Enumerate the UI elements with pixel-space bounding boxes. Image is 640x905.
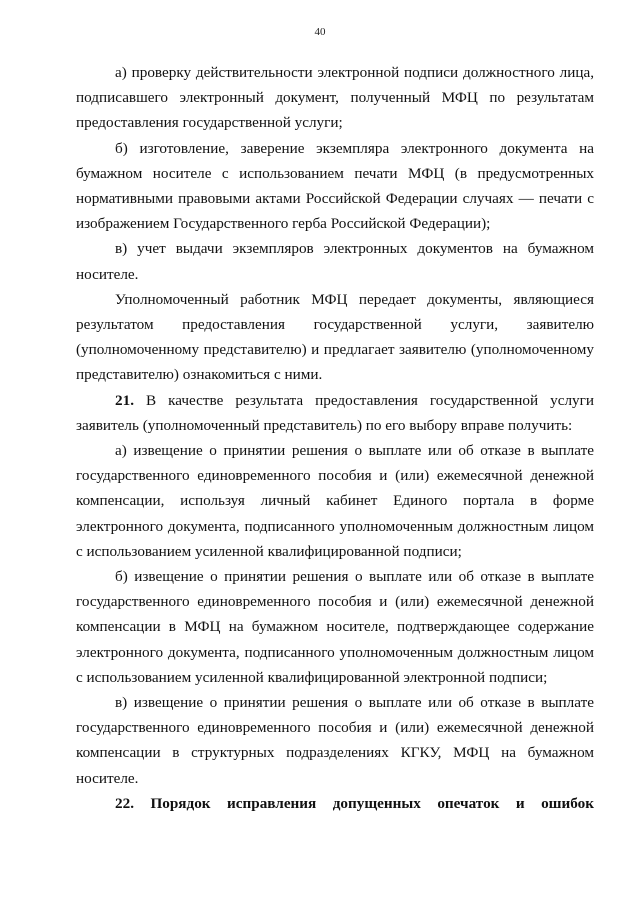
paragraph-b-paper-copy: б) изготовление, заверение экземпляра электронного документа на бумажном носителе с использованием печати МФЦ (в предусмотренных нормативными правовыми актами Российской Федерации случаях — печати с изображением Государственного герба Российской Федерации); [76, 139, 594, 233]
section-heading-22: 22. Порядок исправления допущенных опечаток и ошибок [115, 794, 594, 812]
paragraph-v-kgku-paper: в) извещение о принятии решения о выплате или об отказе в выплате государственного единовременного пособия и (или) ежемесячной денежной компенсации в структурных подразделениях КГКУ, МФЦ на бумажном носителе. [76, 694, 594, 787]
paragraph-b-mfc-paper: б) извещение о принятии решения о выплате или об отказе в выплате государственного единовременного пособия и (или) ежемесячной денежной компенсации в МФЦ на бумажном носителе, подтверждающее содержание электронного документа, подписанного уполномоченным должностным лицом с использованием усиленной квалифицированной электронной подписи; [76, 568, 594, 686]
document-body [76, 60, 594, 816]
page-number: 40 [314, 26, 326, 38]
paragraph-v-issue-accounting: в) учет выдачи экземпляров электронных документов на бумажном носителе. [76, 240, 594, 283]
paragraph-a-check-signature: а) проверку действительности электронной подписи должностного лица, подписавшего электронный документ, полученный МФЦ по результатам предоставления государственной услуги; [76, 64, 594, 132]
paragraph-21 [76, 388, 594, 438]
clause-number-21: 21. [115, 391, 134, 409]
paragraph-21-text: В качестве результата предоставления государственной услуги заявитель (уполномоченный представитель) по его выбору вправе получить: [76, 391, 594, 434]
paragraph-mfc-officer: Уполномоченный работник МФЦ передает документы, являющиеся результатом предоставления государственной услуги, заявителю (уполномоченному представителю) и предлагает заявителю (уполномоченному представителю) ознакомиться с ними. [76, 290, 594, 384]
paragraph-a-personal-account: а) извещение о принятии решения о выплате или об отказе в выплате государственного единовременного пособия и (или) ежемесячной денежной компенсации, используя личный кабинет Единого портала в форме электронного документа, подписанного уполномоченным должностным лицом с использованием усиленной квалифицированной подписи; [76, 442, 594, 560]
